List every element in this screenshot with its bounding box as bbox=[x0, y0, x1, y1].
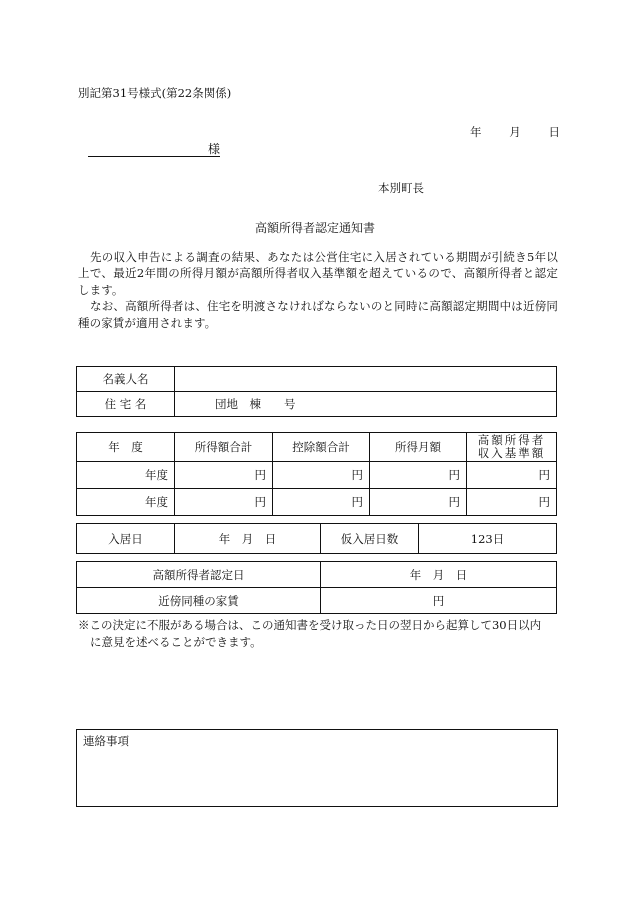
header-year: 年 度 bbox=[77, 433, 175, 462]
movein-label: 入居日 bbox=[77, 524, 175, 554]
name-value[interactable] bbox=[175, 367, 557, 392]
rent-label: 近傍同種の家賃 bbox=[77, 588, 321, 614]
contact-label: 連絡事項 bbox=[83, 734, 129, 748]
table-row bbox=[77, 392, 557, 417]
table-row bbox=[77, 462, 557, 489]
document-title: 高額所得者認定通知書 bbox=[254, 221, 375, 235]
cell-year[interactable]: 年度 bbox=[77, 462, 175, 489]
table-row bbox=[77, 588, 557, 614]
rent-value[interactable]: 円 bbox=[321, 588, 557, 614]
certification-table bbox=[76, 561, 557, 614]
table-row bbox=[77, 524, 557, 554]
appeal-note bbox=[78, 617, 563, 651]
table-row bbox=[77, 562, 557, 588]
cert-date-label: 高額所得者認定日 bbox=[77, 562, 321, 588]
cert-date-value[interactable]: 年 月 日 bbox=[321, 562, 557, 588]
cell-deduction-total[interactable]: 円 bbox=[273, 489, 370, 516]
note-line-1: ※この決定に不服がある場合は、この通知書を受け取った日の翌日から起算して30日以内 bbox=[78, 618, 542, 632]
date-month: 月 bbox=[509, 125, 521, 139]
cell-deduction-total[interactable]: 円 bbox=[273, 462, 370, 489]
date-day: 日 bbox=[548, 125, 560, 139]
cell-monthly-income[interactable]: 円 bbox=[370, 462, 467, 489]
note-line-2: に意見を述べることができます。 bbox=[90, 635, 262, 649]
cell-threshold[interactable]: 円 bbox=[467, 489, 557, 516]
cell-income-total[interactable]: 円 bbox=[175, 489, 273, 516]
housing-label: 住 宅 名 bbox=[77, 392, 175, 417]
cell-monthly-income[interactable]: 円 bbox=[370, 489, 467, 516]
body-paragraph-2: なお、高額所得者は、住宅を明渡さなければならないのと同時に高額認定期間中は近傍同種の家賃が適用されます。 bbox=[78, 299, 558, 330]
contact-box[interactable] bbox=[76, 729, 558, 807]
sender: 本別町長 bbox=[378, 181, 424, 195]
addressee-suffix: 様 bbox=[207, 142, 220, 156]
movein-date[interactable]: 年 月 日 bbox=[175, 524, 321, 554]
name-label: 名義人名 bbox=[77, 367, 175, 392]
movein-table bbox=[76, 523, 557, 554]
header-threshold bbox=[467, 433, 557, 462]
addressee-line[interactable] bbox=[88, 141, 220, 157]
housing-value[interactable]: 団地 棟 号 bbox=[175, 392, 557, 417]
header-income-total: 所得額合計 bbox=[175, 433, 273, 462]
table-row bbox=[77, 367, 557, 392]
table-row bbox=[77, 489, 557, 516]
issue-date bbox=[470, 124, 560, 140]
table-header-row bbox=[77, 433, 557, 462]
cell-year[interactable]: 年度 bbox=[77, 489, 175, 516]
cell-income-total[interactable]: 円 bbox=[175, 462, 273, 489]
header-threshold-line1: 高額所得者 bbox=[477, 433, 546, 447]
header-threshold-line2: 収入基準額 bbox=[477, 446, 546, 460]
cell-threshold[interactable]: 円 bbox=[467, 462, 557, 489]
body-text bbox=[78, 249, 558, 331]
provisional-days-value[interactable]: 123日 bbox=[419, 524, 557, 554]
tenant-table bbox=[76, 366, 557, 417]
header-monthly-income: 所得月額 bbox=[370, 433, 467, 462]
income-table bbox=[76, 432, 557, 516]
header-deduction-total: 控除額合計 bbox=[273, 433, 370, 462]
provisional-days-label: 仮入居日数 bbox=[321, 524, 419, 554]
date-year: 年 bbox=[470, 125, 482, 139]
form-number: 別記第31号様式(第22条関係) bbox=[78, 86, 232, 100]
body-paragraph-1: 先の収入申告による調査の結果、あなたは公営住宅に入居されている期間が引続き5年以上で、最近2年間の所得月額が高額所得者収入基準額を超えているので、高額所得者と認定します。 bbox=[78, 250, 558, 297]
